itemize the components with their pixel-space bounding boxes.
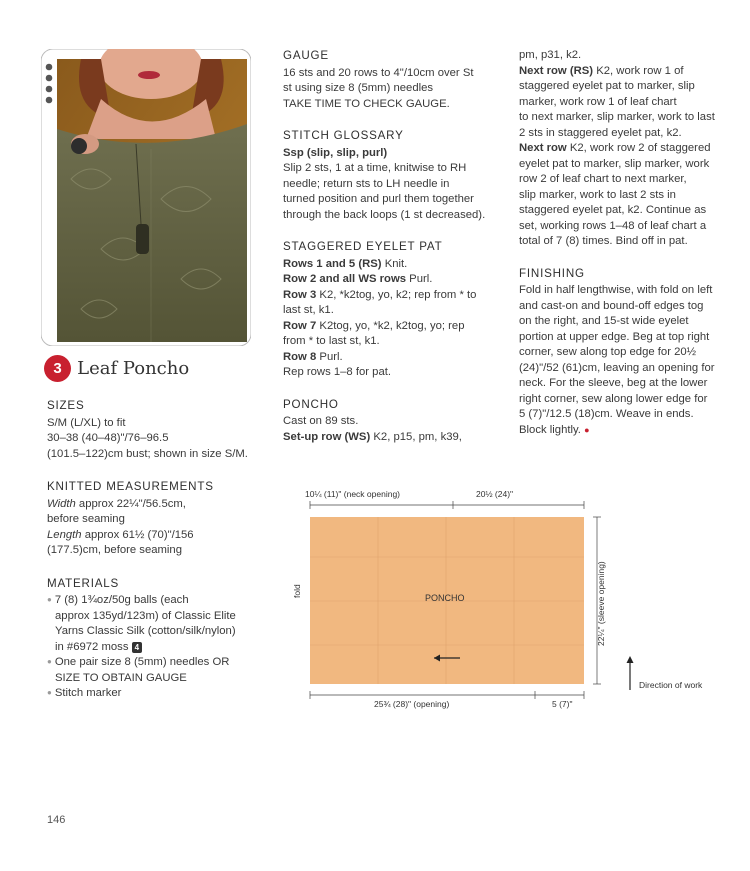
material-item-line: SIZE TO OBTAIN GAUGE	[55, 671, 187, 684]
row-text: eyelet pat to marker, slip marker, work	[519, 157, 710, 170]
width-label: Width	[47, 497, 76, 510]
row-text: row 2 of leaf chart to next marker,	[519, 173, 687, 185]
row-label: Next row	[519, 142, 567, 154]
row-text: Knit.	[381, 257, 408, 270]
pattern-number-badge: 3	[44, 355, 71, 382]
row-label: Rows 1 and 5 (RS)	[283, 257, 382, 270]
row-text: staggered eyelet pat to marker, slip	[519, 80, 695, 92]
sizes-line: S/M (L/XL) to fit	[47, 416, 126, 429]
material-item: ● One pair size 8 (5mm) needles OR	[47, 655, 267, 671]
dim-bottom-right: 5 (7)"	[552, 699, 573, 709]
material-item: ● 7 (8) 1¾oz/50g balls (each	[47, 593, 267, 609]
sizes-heading: SIZES	[47, 399, 85, 412]
end-marker-icon: ●	[584, 424, 590, 435]
sleeve-opening-label: 22¼" (sleeve opening)	[596, 561, 606, 646]
sizes-line: (101.5–122)cm bust; shown in size S/M.	[47, 447, 248, 460]
finishing-line: Fold in half lengthwise, with fold on left	[519, 284, 713, 296]
length-cont: (177.5)cm, before seaming	[47, 544, 182, 556]
finishing-line: (24)"/52 (61)cm, leaving an opening for	[519, 361, 715, 374]
page-number: 146	[47, 814, 66, 826]
fold-label: fold	[292, 584, 302, 598]
row-text: K2, p15, pm, k39,	[370, 430, 462, 443]
gauge-line: 16 sts and 20 rows to 4"/10cm over St	[283, 66, 474, 79]
dim-top-right: 20½ (24)"	[476, 489, 514, 499]
row-label: Row 2 and all WS rows	[283, 273, 407, 285]
middle-column	[283, 48, 508, 445]
glossary-line: through the back loops (1 st decreased).	[283, 208, 486, 221]
yarn-weight-icon: 4	[132, 642, 142, 653]
poncho-section	[283, 397, 508, 446]
dim-opening: 25¾ (28)" (opening)	[374, 699, 450, 709]
glossary-line: Slip 2 sts, 1 at a time, knitwise to RH	[283, 162, 467, 174]
glossary-heading: STITCH GLOSSARY	[283, 129, 404, 142]
length-label: Length	[47, 528, 82, 541]
length-text: approx 61½ (70)"/156	[81, 528, 194, 541]
eyelet-section	[283, 239, 508, 381]
materials-section	[47, 576, 267, 702]
row-text: slip marker, work to last 2 sts in	[519, 188, 676, 201]
row-text: to next marker, slip marker, work to last	[519, 111, 715, 123]
materials-heading: MATERIALS	[47, 576, 120, 590]
finishing-line: right corner, sew along lower edge for	[519, 392, 708, 405]
row-text: Purl.	[316, 350, 343, 363]
gauge-line: TAKE TIME TO CHECK GAUGE.	[283, 97, 450, 110]
material-item-line: in #6972 moss	[55, 640, 129, 653]
eyelet-heading: STAGGERED EYELET PAT	[283, 240, 443, 253]
direction-arrow-icon	[624, 656, 636, 690]
measurements-heading: KNITTED MEASUREMENTS	[47, 480, 214, 493]
glossary-line: needle; return sts to LH needle in	[283, 177, 450, 190]
finishing-line: on the right, and 15-st wide eyelet	[519, 315, 689, 327]
material-item-line: Yarns Classic Silk (cotton/silk/nylon)	[55, 625, 236, 637]
row-text: K2, work row 1 of	[593, 64, 684, 77]
finishing-line: portion at upper edge. Beg at top right	[519, 330, 710, 343]
poncho-heading: PONCHO	[283, 397, 339, 411]
material-item-line: approx 135yd/123m) of Classic Elite	[55, 609, 236, 622]
gauge-section	[283, 48, 508, 112]
row-label: Next row (RS)	[519, 64, 594, 77]
row-text: K2, *k2tog, yo, k2; rep from * to	[316, 288, 477, 301]
row-text: Rep rows 1–8 for pat.	[283, 366, 392, 378]
row-text: Purl.	[406, 273, 433, 285]
finishing-line: corner, sew along top edge for 20½	[519, 346, 697, 358]
gauge-line: st using size 8 (5mm) needles	[283, 82, 434, 94]
direction-label: Direction of work	[639, 680, 703, 690]
finishing-line: and cast-on and bound-off edges tog	[519, 299, 704, 312]
finishing-line: neck. For the sleeve, beg at the lower	[519, 377, 708, 389]
row-text: last st, k1.	[283, 304, 334, 316]
row-text: K2tog, yo, *k2, k2tog, yo; rep	[316, 319, 465, 332]
measurements-section	[47, 479, 267, 559]
row-text: from * to last st, k1.	[283, 335, 380, 347]
row-label: Row 8	[283, 350, 317, 363]
right-column	[519, 48, 734, 438]
glossary-line: turned position and purl them together	[283, 193, 474, 205]
row-text: 2 sts in staggered eyelet pat, k2.	[519, 126, 682, 139]
row-text: set, working rows 1–48 of leaf chart a	[519, 219, 707, 232]
row-label: Set-up row (WS)	[283, 430, 371, 443]
sizes-section	[47, 398, 267, 462]
width-text: approx 22¼"/56.5cm,	[75, 497, 186, 510]
finishing-heading: FINISHING	[519, 266, 585, 280]
row-label: Row 3	[283, 288, 317, 301]
material-item: ● Stitch marker	[47, 686, 267, 702]
row-label: Row 7	[283, 319, 317, 332]
pattern-title-block	[44, 355, 189, 382]
finishing-line: 5 (7)"/12.5 (18)cm. Weave in ends.	[519, 408, 694, 420]
poncho-schematic	[310, 517, 584, 684]
pattern-title: Leaf Poncho	[77, 357, 190, 379]
poncho-photo	[41, 49, 251, 346]
finishing-line: Block lightly.	[519, 423, 581, 436]
glossary-section	[283, 128, 508, 223]
finishing-section	[519, 266, 734, 439]
row-text: marker, work row 1 of leaf chart	[519, 95, 677, 108]
row-text: K2, work row 2 of staggered	[566, 142, 711, 154]
left-column	[47, 398, 267, 702]
glossary-term: Ssp (slip, slip, purl)	[283, 146, 388, 159]
row-text: pm, p31, k2.	[519, 49, 582, 61]
width-cont: before seaming	[47, 513, 125, 525]
poncho-label: PONCHO	[425, 593, 465, 603]
row-text: staggered eyelet pat, k2. Continue as	[519, 204, 707, 216]
poncho-line: Cast on 89 sts.	[283, 415, 359, 427]
dim-neck-opening: 10¼ (11)" (neck opening)	[305, 489, 400, 499]
gauge-heading: GAUGE	[283, 49, 329, 62]
sizes-line: 30–38 (40–48)"/76–96.5	[47, 432, 169, 444]
row-text: total of 7 (8) times. Bind off in pat.	[519, 235, 688, 247]
